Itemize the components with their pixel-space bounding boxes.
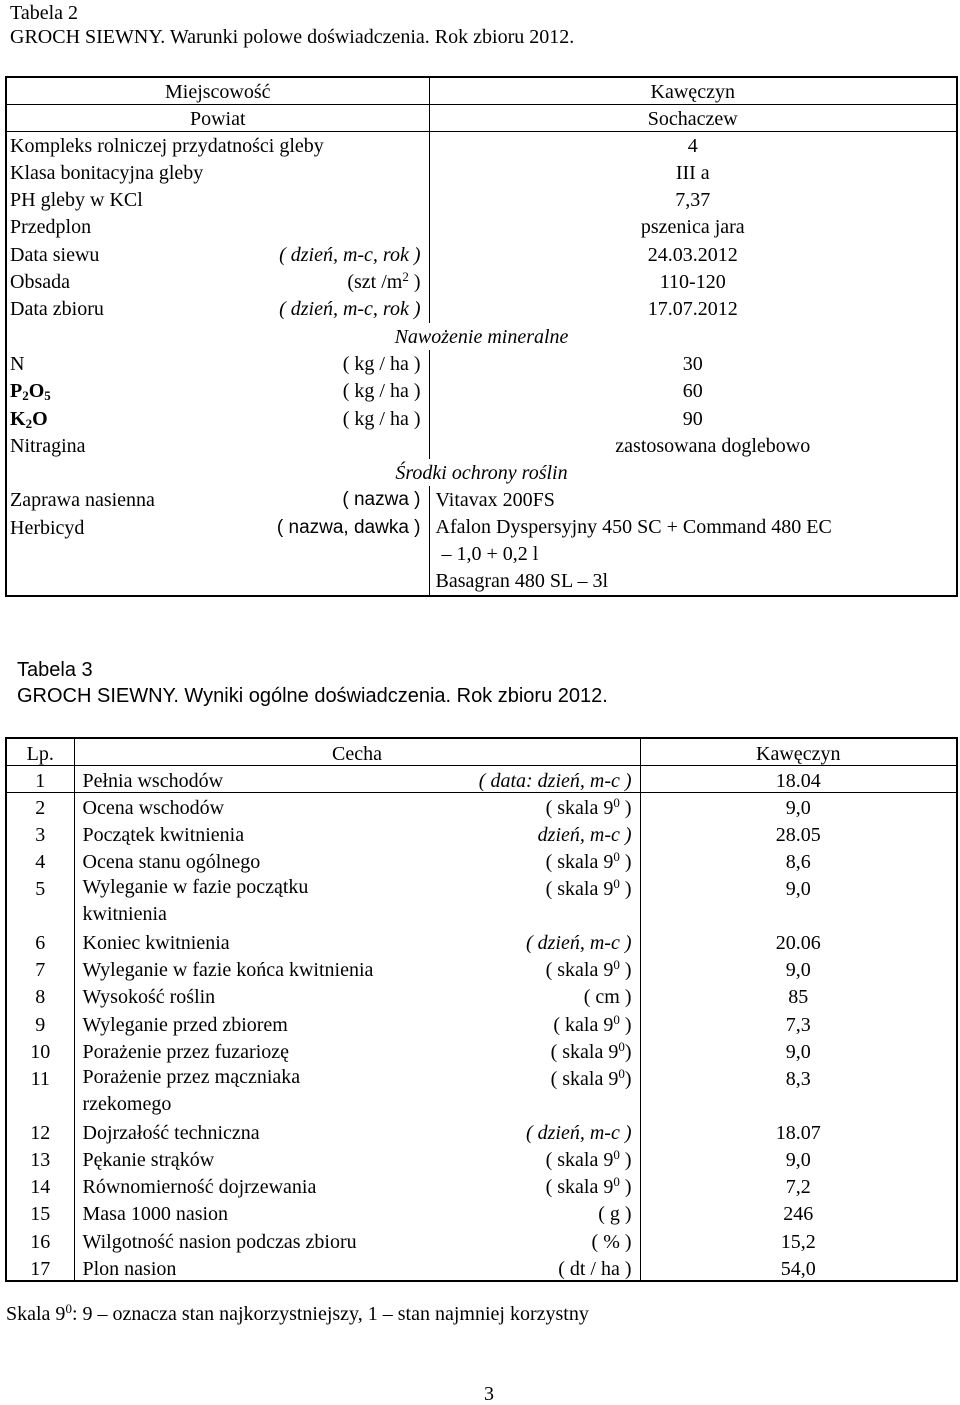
- trait-value: 18.04: [640, 765, 957, 792]
- trait-value: 54,0: [780, 1257, 816, 1280]
- density-label: Obsada: [10, 271, 70, 294]
- row-number: 13: [6, 1145, 74, 1172]
- trait-value: 9,0: [785, 1040, 811, 1063]
- table-row: [6, 1145, 957, 1172]
- table-row: [6, 295, 957, 322]
- header-location: Kawęczyn: [640, 738, 957, 765]
- row-number: 15: [6, 1199, 74, 1226]
- density-value: 110-120: [659, 271, 726, 294]
- harvest-date-label: Data zbioru: [10, 298, 104, 321]
- trait-unit: ( dzień, m-c ): [374, 928, 640, 955]
- n-value: 30: [682, 352, 703, 375]
- trait-name: Dojrzałość techniczna: [82, 1121, 260, 1144]
- row-number: 1: [6, 765, 74, 792]
- trait-unit: ( skala $9^0$ ): [374, 847, 640, 874]
- row-number: 14: [6, 1172, 74, 1199]
- row-number: 10: [6, 1037, 74, 1064]
- trait-value: 9,0: [785, 959, 811, 982]
- table-row: [6, 268, 957, 295]
- seed-dressing-label: Zaprawa nasienna: [10, 489, 155, 512]
- location-label: Miejscowość: [6, 77, 429, 104]
- row-number: 4: [6, 847, 74, 874]
- table-row: [6, 792, 957, 819]
- trait-name: Masa 1000 nasion: [82, 1203, 229, 1226]
- table-header-row: [6, 738, 957, 765]
- trait-unit: ( skala $9^0$): [374, 1064, 640, 1118]
- row-number: 3: [6, 820, 74, 847]
- table-row: [6, 928, 957, 955]
- scale-footnote: Skala $9^0$: 9 – oznacza stan najkorzystniejszy, 1 – stan najmniej korzystny: [6, 1301, 589, 1325]
- seed-dressing-value: Vitavax 200FS: [435, 489, 555, 512]
- trait-unit: ( skala $9^0$ ): [374, 1145, 640, 1172]
- sowing-date-value: 24.03.2012: [647, 243, 738, 266]
- trait-unit: ( dt / ha ): [374, 1254, 640, 1281]
- previous-crop-label: Przedplon: [6, 213, 429, 240]
- p2o5-unit: ( kg / ha ): [249, 377, 429, 404]
- table-row: [6, 186, 957, 213]
- harvest-date-unit: ( dzień, m-c, rok ): [249, 295, 429, 322]
- trait-unit: ( g ): [374, 1199, 640, 1226]
- n-label: N: [10, 352, 25, 375]
- trait-unit: ( dzień, m-c ): [374, 1118, 640, 1145]
- table-row: [6, 323, 957, 350]
- table-row: [6, 1254, 957, 1281]
- nitragina-value: zastosowana doglebowo: [615, 434, 811, 457]
- table-row: [6, 377, 957, 404]
- trait-name: Ocena wschodów: [82, 796, 225, 819]
- herbicide-label: Herbicyd: [10, 516, 85, 539]
- header-lp: Lp.: [6, 738, 74, 765]
- table-row: [6, 132, 957, 159]
- trait-value: 85: [788, 986, 809, 1009]
- table3-title: GROCH SIEWNY. Wyniki ogólne doświadczenia. Rok zbioru 2012.: [17, 685, 608, 707]
- trait-name: Wyleganie przed zbiorem: [82, 1013, 288, 1036]
- sowing-date-unit: ( dzień, m-c, rok ): [249, 241, 429, 268]
- row-number: 9: [6, 1010, 74, 1037]
- p2o5-label: $P_2O_5$: [10, 380, 51, 404]
- n-unit: ( kg / ha ): [249, 350, 429, 377]
- table-row: [6, 1172, 957, 1199]
- herbicide-unit: ( nazwa, dawka ): [249, 514, 429, 596]
- soil-complex-label: Kompleks rolniczej przydatności gleby: [6, 132, 429, 159]
- nitragina-label: Nitragina: [6, 432, 429, 459]
- trait-name: Początek kwitnienia: [82, 823, 245, 846]
- trait-name: Koniec kwitnienia: [82, 931, 230, 954]
- results-table: [5, 737, 958, 1282]
- trait-unit: ( skala $9^0$ ): [374, 792, 640, 819]
- trait-value: 8,6: [785, 850, 811, 873]
- trait-name: Pękanie strąków: [82, 1149, 215, 1172]
- trait-unit: ( skala $9^0$ ): [374, 874, 640, 928]
- table-row: [6, 213, 957, 240]
- row-number: 8: [6, 982, 74, 1009]
- trait-name: Wyleganie w fazie końca kwitnienia: [82, 959, 374, 982]
- trait-unit: ( skala $9^0$ ): [374, 1172, 640, 1199]
- table-row: [6, 820, 957, 847]
- table-row: [6, 514, 957, 596]
- trait-name: Plon nasion: [82, 1257, 177, 1280]
- trait-name: Pełnia wschodów: [74, 765, 374, 792]
- soil-class-value: III a: [675, 161, 710, 184]
- trait-unit: dzień, m-c ): [374, 820, 640, 847]
- table-row: [6, 955, 957, 982]
- k2o-label: $K_2O$: [10, 407, 48, 431]
- row-number: 17: [6, 1254, 74, 1281]
- herbicide-line-1: Afalon Dyspersyjny 450 SC + Command 480 EC: [435, 515, 832, 538]
- soil-complex-value: 4: [687, 135, 698, 158]
- table-row: [6, 486, 957, 513]
- table-row: [6, 1199, 957, 1226]
- k2o-unit: ( kg / ha ): [249, 405, 429, 432]
- k2o-value: 90: [682, 407, 703, 430]
- table-row: [6, 405, 957, 432]
- trait-value: 7,2: [785, 1176, 811, 1199]
- ph-label: PH gleby w KCl: [6, 186, 429, 213]
- table-row: [6, 874, 957, 928]
- results-body: [6, 765, 957, 1281]
- trait-value: 8,3: [785, 1067, 811, 1090]
- trait-unit: ( data: dzień, m-c ): [374, 765, 640, 792]
- table-row: [6, 847, 957, 874]
- trait-value: 7,3: [785, 1013, 811, 1036]
- herbicide-line-3: Basagran 480 SL – 3l: [435, 569, 609, 592]
- trait-value: 246: [783, 1203, 814, 1226]
- trait-value: 28.05: [775, 823, 821, 846]
- seed-dressing-unit: ( nazwa ): [249, 486, 429, 513]
- county-value: Sochaczew: [429, 104, 957, 131]
- table-row: [6, 982, 957, 1009]
- table3-caption: Tabela 3: [17, 659, 93, 681]
- trait-name: Porażenie przez fuzariozę: [82, 1040, 290, 1063]
- row-number: 2: [6, 792, 74, 819]
- table-row: [6, 1064, 957, 1118]
- county-label: Powiat: [6, 104, 429, 131]
- ph-value: 7,37: [675, 189, 711, 212]
- trait-name: Równomierność dojrzewania: [82, 1176, 317, 1199]
- table-row: [6, 765, 957, 792]
- table-row: [6, 159, 957, 186]
- p2o5-value: 60: [682, 380, 703, 403]
- trait-unit: ( kala $9^0$ ): [374, 1010, 640, 1037]
- sowing-date-label: Data siewu: [10, 243, 100, 266]
- table-row: [6, 77, 957, 104]
- trait-name: Wyleganie w fazie początku kwitnienia: [82, 875, 309, 925]
- density-unit: (szt $/m^2$ ): [249, 268, 429, 295]
- table-row: [6, 459, 957, 486]
- trait-value: 9,0: [785, 1149, 811, 1172]
- trait-value: 15,2: [780, 1230, 816, 1253]
- field-conditions-table: [5, 76, 958, 597]
- row-number: 7: [6, 955, 74, 982]
- trait-unit: ( skala $9^0$ ): [374, 955, 640, 982]
- table-row: [6, 1118, 957, 1145]
- herbicide-line-2: – 1,0 + 0,2 l: [441, 542, 539, 565]
- protection-header: Środki ochrony roślin: [395, 462, 568, 485]
- trait-unit: ( cm ): [374, 982, 640, 1009]
- trait-unit: ( skala $9^0$): [374, 1037, 640, 1064]
- trait-unit: ( % ): [374, 1227, 640, 1254]
- trait-name: Wilgotność nasion podczas zbioru: [82, 1230, 357, 1253]
- previous-crop-value: pszenica jara: [640, 216, 745, 239]
- soil-class-label: Klasa bonitacyjna gleby: [6, 159, 429, 186]
- trait-value: 9,0: [785, 796, 811, 819]
- trait-name: Wysokość roślin: [82, 986, 216, 1009]
- trait-name: Porażenie przez mączniaka rzekomego: [82, 1065, 301, 1115]
- table-row: [6, 104, 957, 131]
- row-number: 5: [6, 874, 74, 928]
- location-value: Kawęczyn: [429, 77, 957, 104]
- page-number: 3: [484, 1383, 494, 1405]
- trait-name: Ocena stanu ogólnego: [82, 850, 261, 873]
- table-row: [6, 1010, 957, 1037]
- trait-value: 20.06: [775, 931, 821, 954]
- herbicide-value: [429, 514, 957, 596]
- header-trait: Cecha: [74, 738, 640, 765]
- harvest-date-value: 17.07.2012: [647, 298, 738, 321]
- table2-title: GROCH SIEWNY. Warunki polowe doświadczenia. Rok zbioru 2012.: [10, 26, 575, 48]
- row-number: 12: [6, 1118, 74, 1145]
- table-row: [6, 1227, 957, 1254]
- table2-caption: Tabela 2: [10, 2, 79, 24]
- table-row: [6, 432, 957, 459]
- table-row: [6, 241, 957, 268]
- row-number: 6: [6, 928, 74, 955]
- fertilization-header: Nawożenie mineralne: [394, 325, 569, 348]
- table-row: [6, 350, 957, 377]
- table-row: [6, 1037, 957, 1064]
- row-number: 16: [6, 1227, 74, 1254]
- trait-value: 18.07: [775, 1121, 821, 1144]
- trait-value: 9,0: [785, 877, 811, 900]
- row-number: 11: [6, 1064, 74, 1118]
